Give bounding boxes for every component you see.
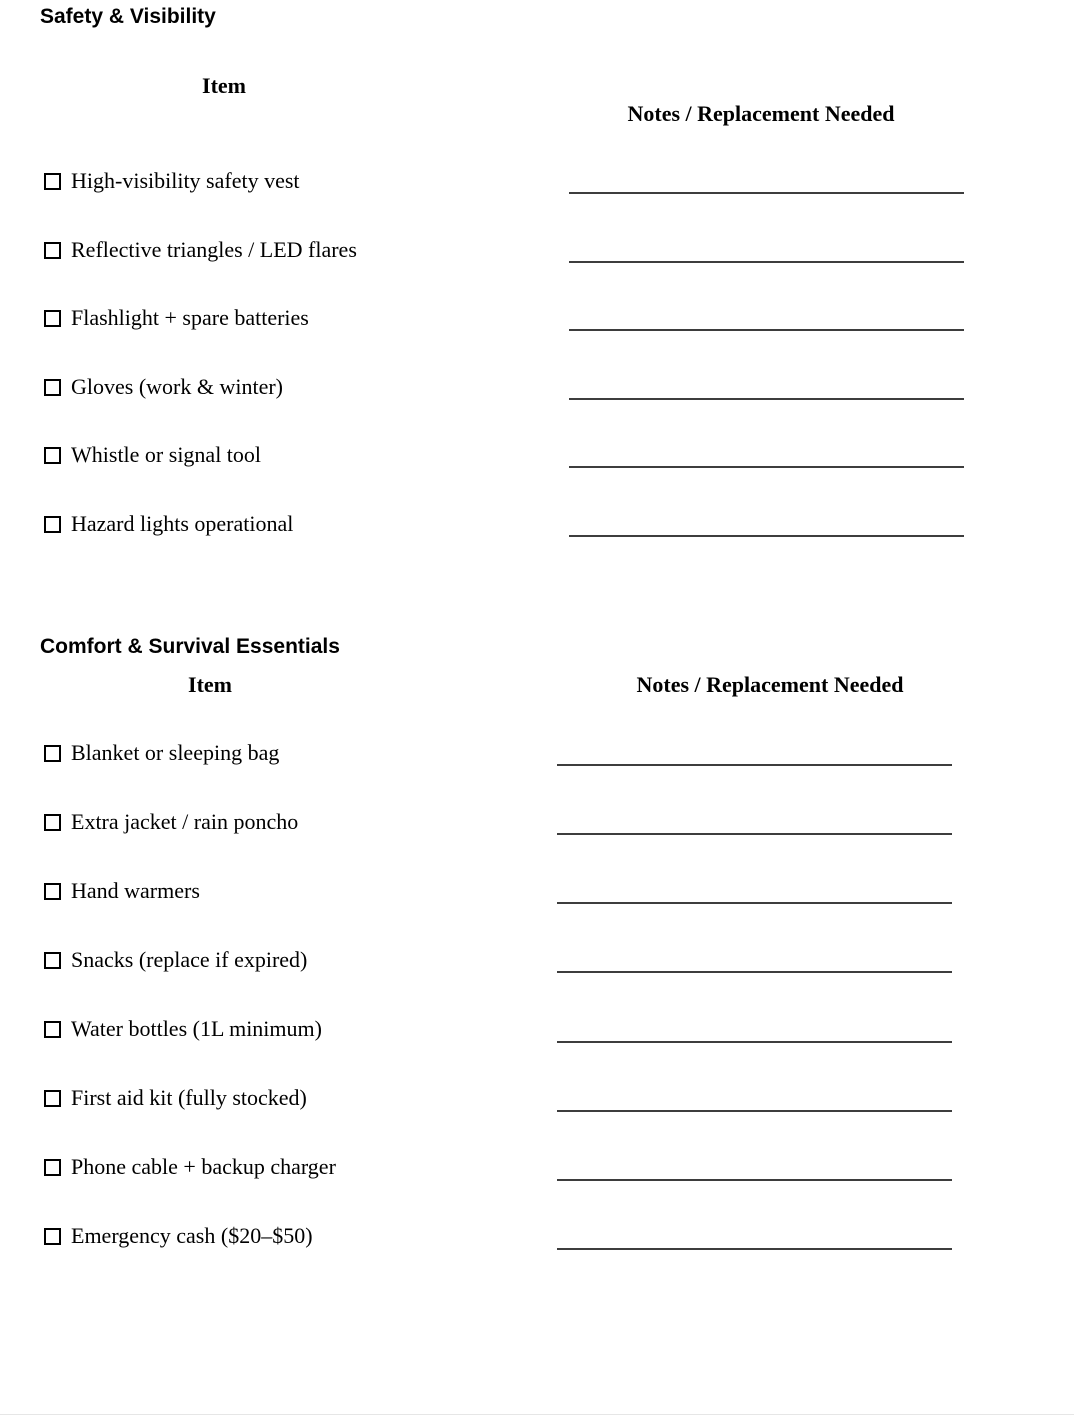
checkbox[interactable]: [44, 883, 61, 900]
checklist-row: [44, 441, 261, 469]
column-header-notes: Notes / Replacement Needed: [636, 672, 904, 697]
checklist-row: [44, 808, 298, 836]
notes-blank-line[interactable]: [569, 261, 964, 263]
notes-blank-line[interactable]: [557, 764, 952, 766]
checkbox[interactable]: [44, 310, 61, 327]
column-header-item: Item: [202, 73, 246, 98]
checklist-row: [44, 877, 200, 905]
checkbox[interactable]: [44, 447, 61, 464]
checklist-item-label: Gloves (work & winter): [71, 374, 284, 399]
checkbox[interactable]: [44, 173, 61, 190]
notes-blank-line[interactable]: [569, 329, 964, 331]
checklist-item-label: Extra jacket / rain poncho: [71, 809, 299, 834]
notes-blank-line[interactable]: [557, 1041, 952, 1043]
checkbox[interactable]: [44, 745, 61, 762]
column-header-notes: Notes / Replacement Needed: [627, 101, 895, 126]
checkbox[interactable]: [44, 516, 61, 533]
checkbox[interactable]: [44, 1090, 61, 1107]
checklist-row: [44, 373, 283, 401]
checklist-row: [44, 1015, 322, 1043]
checkbox[interactable]: [44, 952, 61, 969]
checklist-item-label: Reflective triangles / LED flares: [71, 237, 357, 262]
checklist-item-label: Blanket or sleeping bag: [71, 740, 280, 765]
notes-blank-line[interactable]: [557, 902, 952, 904]
checklist-row: [44, 739, 279, 767]
checklist-row: [44, 510, 293, 538]
notes-blank-line[interactable]: [557, 1110, 952, 1112]
section-title-safety-visibility: Safety & Visibility: [40, 5, 216, 28]
page-bottom-edge: [0, 1414, 1074, 1415]
checklist-item-label: Hand warmers: [71, 878, 200, 903]
notes-blank-line[interactable]: [557, 971, 952, 973]
checklist-item-label: Hazard lights operational: [71, 511, 294, 536]
checklist-row: [44, 236, 357, 264]
checkbox[interactable]: [44, 814, 61, 831]
notes-blank-line[interactable]: [557, 833, 952, 835]
checklist-row: [44, 1153, 336, 1181]
checklist-item-label: First aid kit (fully stocked): [71, 1085, 307, 1110]
checklist-row: [44, 1222, 313, 1250]
checklist-item-label: Whistle or signal tool: [71, 442, 262, 467]
notes-blank-line[interactable]: [569, 466, 964, 468]
checklist-row: [44, 167, 300, 195]
notes-blank-line[interactable]: [557, 1248, 952, 1250]
checklist-item-label: Water bottles (1L minimum): [71, 1016, 322, 1041]
column-header-item: Item: [188, 672, 232, 697]
checkbox[interactable]: [44, 1021, 61, 1038]
notes-blank-line[interactable]: [557, 1179, 952, 1181]
checklist-item-label: Emergency cash ($20–$50): [71, 1223, 313, 1248]
checkbox[interactable]: [44, 1228, 61, 1245]
notes-blank-line[interactable]: [569, 398, 964, 400]
notes-blank-line[interactable]: [569, 192, 964, 194]
checklist-row: [44, 946, 307, 974]
checklist-item-label: Phone cable + backup charger: [71, 1154, 336, 1179]
checklist-row: [44, 1084, 307, 1112]
notes-blank-line[interactable]: [569, 535, 964, 537]
checkbox[interactable]: [44, 242, 61, 259]
checklist-item-label: Snacks (replace if expired): [71, 947, 308, 972]
checkbox[interactable]: [44, 1159, 61, 1176]
checklist-item-label: Flashlight + spare batteries: [71, 305, 309, 330]
checklist-row: [44, 304, 309, 332]
checklist-item-label: High-visibility safety vest: [71, 168, 300, 193]
section-title-comfort-survival: Comfort & Survival Essentials: [40, 635, 340, 658]
checkbox[interactable]: [44, 379, 61, 396]
